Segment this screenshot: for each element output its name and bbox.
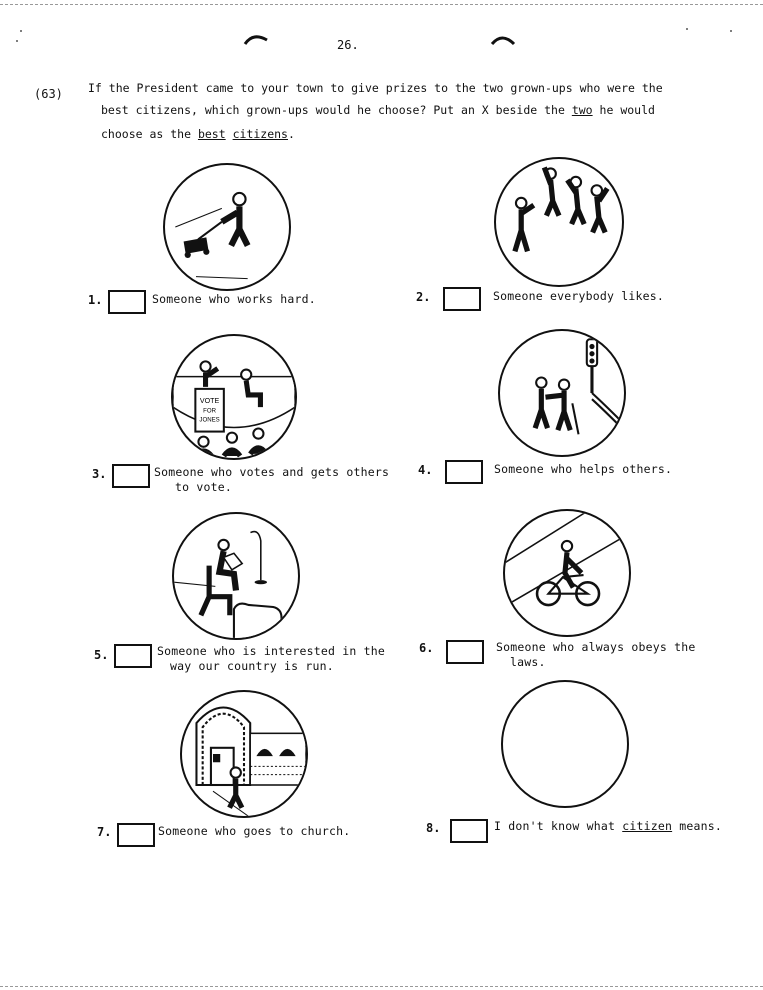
underlined-best: best (197, 127, 226, 141)
option-4-number: 4. (418, 463, 433, 477)
question-line-3-text: choose as the (101, 127, 192, 141)
picture-empty-circle (501, 680, 629, 808)
picture-boy-riding-bicycle (503, 509, 631, 637)
option-2-checkbox[interactable] (443, 287, 481, 311)
picture-man-mowing-lawn (163, 163, 291, 291)
question-line-2-tail: he would (599, 103, 655, 117)
option-5-label-line-1: Someone who is interested in the (157, 644, 385, 658)
option-4-label: Someone who helps others. (494, 462, 673, 476)
question-number: (63) (34, 87, 63, 101)
option-8-label-pre: I don't know what (494, 819, 616, 833)
option-4-checkbox[interactable] (445, 460, 483, 484)
option-6-number: 6. (419, 641, 434, 655)
option-3-number: 3. (92, 467, 107, 481)
scan-speck (730, 30, 732, 32)
binding-hook-right-icon (490, 32, 516, 46)
option-3-checkbox[interactable] (112, 464, 150, 488)
option-6-label-line-2: laws. (510, 655, 546, 669)
binding-hook-left-icon (243, 32, 269, 46)
poster-vote: VOTE (199, 397, 220, 406)
picture-person-at-church (180, 690, 308, 818)
option-5-label-line-2: way our country is run. (170, 659, 334, 673)
option-7-checkbox[interactable] (117, 823, 155, 847)
option-2-label: Someone everybody likes. (493, 289, 664, 303)
option-8-checkbox[interactable] (450, 819, 488, 843)
picture-helping-others-cross (498, 329, 626, 457)
option-1-checkbox[interactable] (108, 290, 146, 314)
question-line-2-text: best citizens, which grown-ups would he choose? Put an X beside the (101, 103, 565, 117)
underlined-citizens: citizens (232, 127, 288, 141)
option-2-number: 2. (416, 290, 431, 304)
option-1-label: Someone who works hard. (152, 292, 316, 306)
question-line-2 (101, 103, 655, 117)
option-5-checkbox[interactable] (114, 644, 152, 668)
top-scan-border (0, 4, 763, 5)
option-8-number: 8. (426, 821, 441, 835)
poster-for: FOR (203, 407, 217, 415)
option-8-label (494, 819, 722, 833)
scan-speck (20, 30, 22, 32)
option-3-label-line-1: Someone who votes and gets others (154, 465, 390, 479)
question-line-3-end: . (287, 127, 295, 141)
option-8-label-post: means. (679, 819, 722, 833)
question-line-3 (101, 127, 295, 141)
option-1-number: 1. (88, 293, 103, 307)
underlined-two: two (571, 103, 593, 117)
option-5-number: 5. (94, 648, 109, 662)
option-6-checkbox[interactable] (446, 640, 484, 664)
question-line-1: If the President came to your town to give prizes to the two grown-ups who were the (88, 81, 663, 95)
option-3-label-line-2: to vote. (175, 480, 232, 494)
picture-group-waving (494, 157, 624, 287)
scan-speck (16, 40, 18, 42)
scan-speck (686, 28, 688, 30)
bottom-scan-border (0, 986, 763, 987)
picture-man-reading-newspaper (172, 512, 300, 640)
option-7-number: 7. (97, 825, 112, 839)
poster-jones: JONES (199, 416, 220, 424)
option-6-label-line-1: Someone who always obeys the (496, 640, 696, 654)
option-8-underlined-citizen: citizen (622, 819, 673, 833)
page-number: 26. (337, 38, 359, 52)
picture-vote-for-jones (171, 334, 297, 460)
option-7-label: Someone who goes to church. (158, 824, 351, 838)
